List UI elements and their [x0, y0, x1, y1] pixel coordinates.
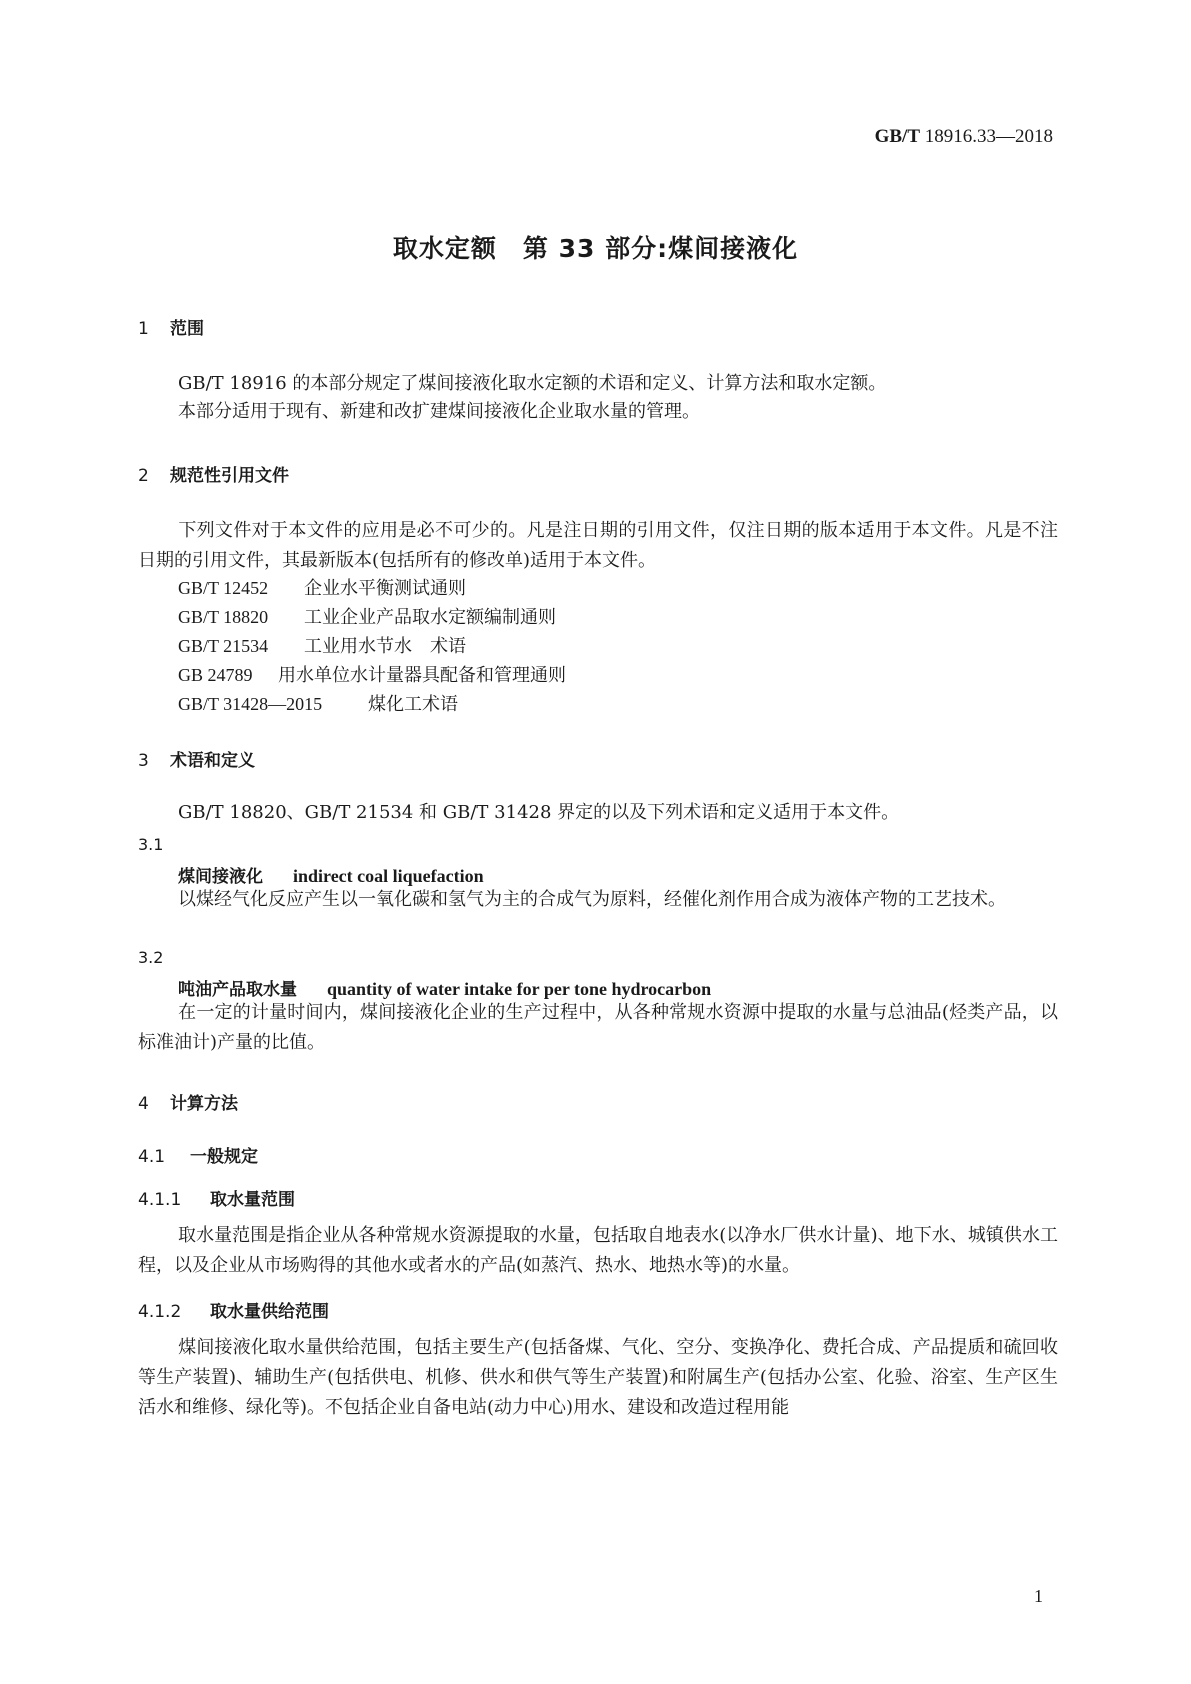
term-name: [178, 862, 484, 887]
section-3-heading: [138, 746, 255, 771]
section-title: 规范性引用文件: [170, 466, 289, 486]
term-definition: [138, 998, 1058, 1058]
term-definition: [138, 885, 1058, 915]
section-number: 4.1: [138, 1147, 166, 1167]
reference-code: GB/T 18820: [178, 607, 269, 627]
section-2-heading: [138, 461, 289, 486]
standard-number: 18916.33—2018: [924, 126, 1053, 147]
section-title: 范围: [170, 319, 204, 339]
standard-prefix: GB/T: [874, 126, 920, 147]
term-number: 3.1: [138, 835, 164, 854]
reference-title: 用水单位水计量器具配备和管理通则: [278, 665, 566, 686]
section-number: 4.1.1: [138, 1190, 182, 1210]
reference-code: GB 24789: [178, 665, 253, 685]
reference-code: GB/T 31428—2015: [178, 694, 323, 714]
subsection-4-1-2-text: [138, 1333, 1058, 1423]
section-4-heading: [138, 1089, 238, 1114]
reference-item: [178, 603, 556, 629]
subsection-4-1-heading: [138, 1142, 258, 1167]
reference-code: GB/T 21534: [178, 636, 269, 656]
section-title: 计算方法: [170, 1094, 238, 1114]
term-name: [178, 975, 711, 1000]
section-number: 4.1.2: [138, 1302, 182, 1322]
reference-title: 工业企业产品取水定额编制通则: [304, 607, 556, 628]
section-title: 取水量范围: [210, 1190, 295, 1210]
reference-item: [178, 690, 458, 716]
section-title: 取水量供给范围: [210, 1302, 329, 1322]
subsection-4-1-2-heading: [138, 1297, 329, 1322]
section-number: 3: [138, 751, 149, 771]
reference-title: 企业水平衡测试通则: [304, 578, 466, 599]
subsection-4-1-2-body: 煤间接液化取水量供给范围，包括主要生产(包括备煤、气化、空分、变换净化、费托合成、产品提质和硫回收等生产装置)、辅助生产(包括供电、机修、供水和供气等生产装置)和附属生产(包括办公室、化验、浴室、生产区生活水和维修、绿化等)。不包括企业自备电站(动力中心)用水、建设和改造过程用能: [138, 1337, 1058, 1418]
term-number: 3.2: [138, 948, 164, 967]
section-2-intro-text: 下列文件对于本文件的应用是必不可少的。凡是注日期的引用文件，仅注日期的版本适用于本文件。凡是不注日期的引用文件，其最新版本(包括所有的修改单)适用于本文件。: [138, 520, 1058, 571]
term-name-en: quantity of water intake for per tone hydrocarbon: [327, 979, 712, 999]
section-title: 一般规定: [190, 1147, 258, 1167]
standard-code: [875, 126, 1053, 148]
section-2-intro: [138, 516, 1058, 576]
reference-item: [178, 661, 566, 687]
term-definition-text: 在一定的计量时间内，煤间接液化企业的生产过程中，从各种常规水资源中提取的水量与总油品(烃类产品，以标准油计)产量的比值。: [138, 1002, 1058, 1053]
section-title: 术语和定义: [170, 751, 255, 771]
subsection-4-1-1-text: [138, 1221, 1058, 1281]
reference-code: GB/T 12452: [178, 578, 269, 598]
term-name-en: indirect coal liquefaction: [293, 866, 484, 886]
reference-item: [178, 574, 466, 600]
subsection-4-1-1-heading: [138, 1185, 295, 1210]
reference-title: 煤化工术语: [368, 694, 458, 715]
section-1-paragraph-2: 本部分适用于现有、新建和改扩建煤间接液化企业取水量的管理。: [178, 401, 700, 422]
term-definition-text: 以煤经气化反应产生以一氧化碳和氢气为主的合成气为原料，经催化剂作用合成为液体产物的工艺技术。: [178, 889, 1006, 910]
section-number: 4: [138, 1094, 149, 1114]
section-1-heading: [138, 314, 204, 339]
section-3-intro: GB/T 18820、GB/T 21534 和 GB/T 31428 界定的以及下列术语和定义适用于本文件。: [178, 802, 900, 823]
reference-title: 工业用水节水 术语: [304, 636, 466, 657]
section-1-paragraph-1: GB/T 18916 的本部分规定了煤间接液化取水定额的术语和定义、计算方法和取水定额。: [178, 373, 887, 394]
subsection-4-1-1-body: 取水量范围是指企业从各种常规水资源提取的水量，包括取自地表水(以净水厂供水计量)、地下水、城镇供水工程，以及企业从市场购得的其他水或者水的产品(如蒸汽、热水、地热水等)的水量。: [138, 1225, 1058, 1276]
term-name-zh: 吨油产品取水量: [178, 980, 297, 1000]
reference-item: [178, 632, 466, 658]
page-number: 1: [1034, 1586, 1043, 1606]
section-number: 1: [138, 319, 149, 339]
document-title: 取水定额 第 33 部分:煤间接液化: [392, 234, 799, 263]
term-name-zh: 煤间接液化: [178, 867, 263, 887]
section-number: 2: [138, 466, 149, 486]
